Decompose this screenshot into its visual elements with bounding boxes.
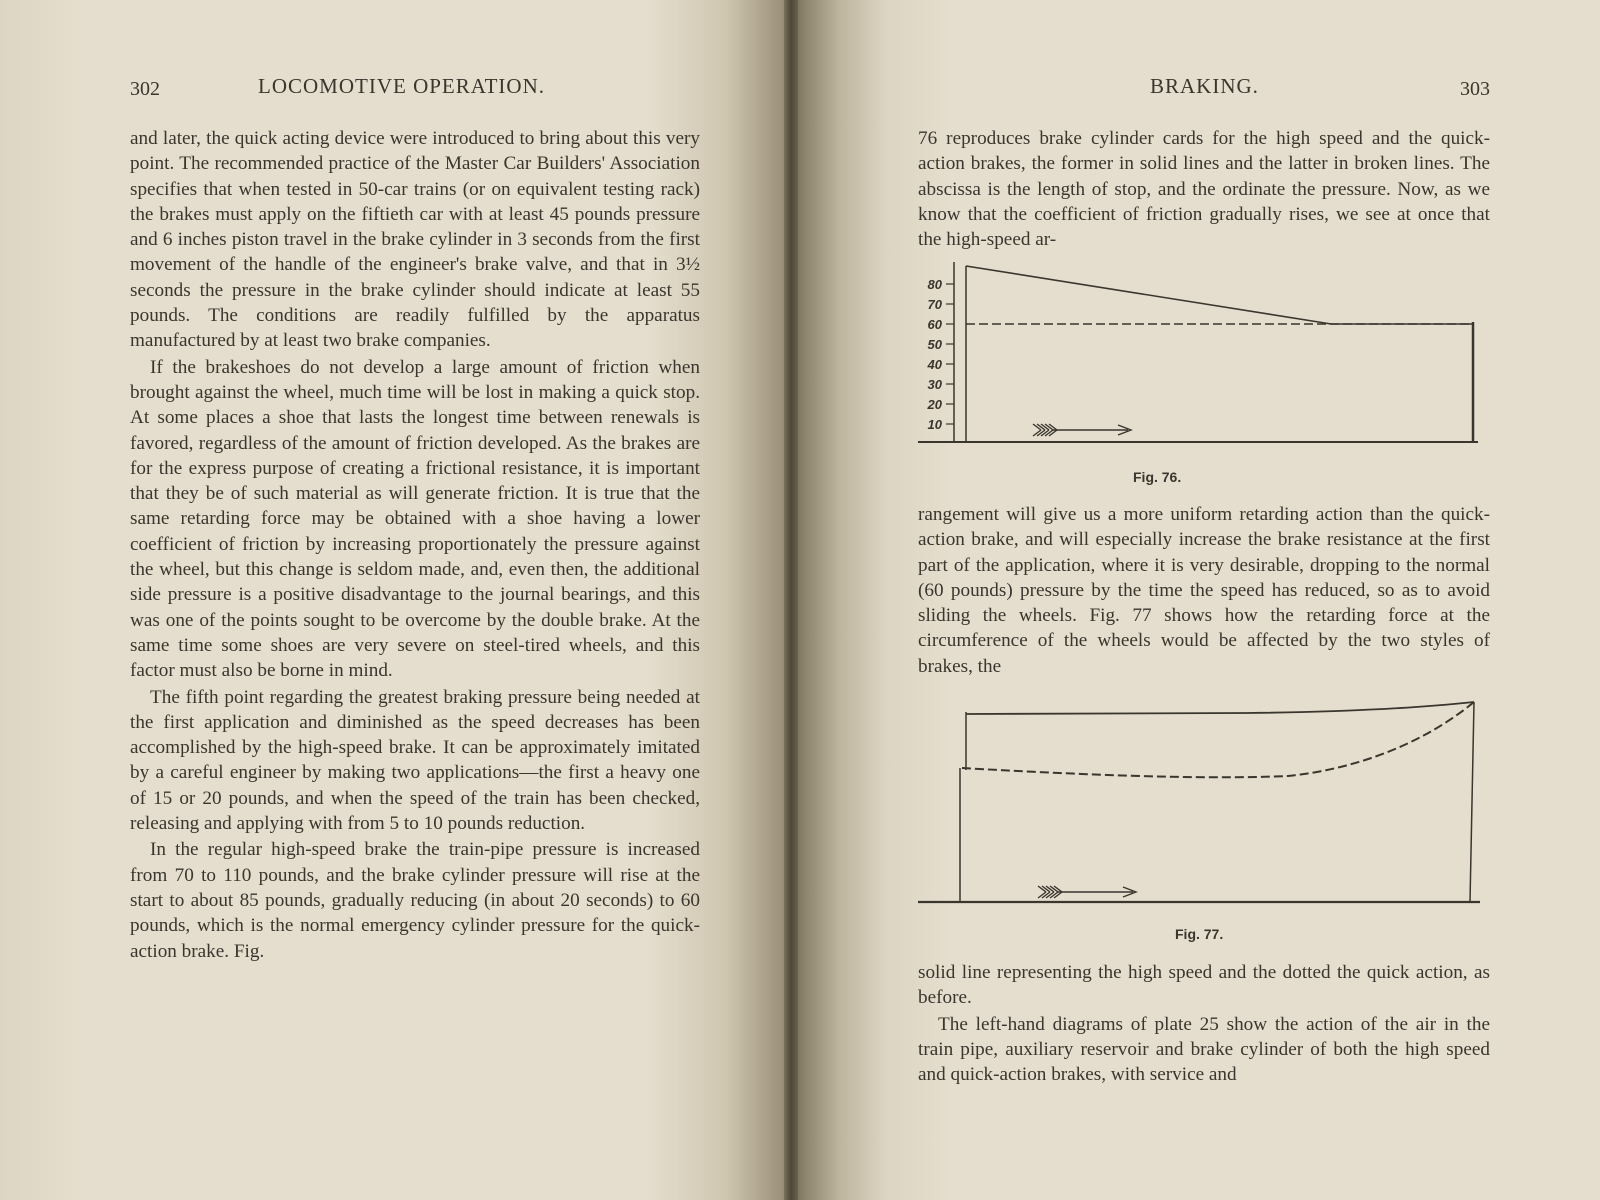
right-text-bottom	[918, 960, 1490, 1087]
fig-77-direction-arrow	[1038, 886, 1136, 898]
right-paragraph-middle: rangement will give us a more uniform retarding action than the quick-action brake, and will especially increase the brake resistance at the first part of the application, where it is very desirable, dropping to the normal (60 pounds) pressure by the time the speed has reduced, so as to avoid sliding the wheels. Fig. 77 shows how the retarding force at the circumference of the wheels would be affected by the two styles of brakes, the	[918, 504, 1490, 677]
left-paragraph-1: and later, the quick acting device were introduced to bring about this very point. The recommended practice of the Master Car Builders' Association specifies that when tested in 50-car trains (or on equivalent testing rack) the brakes must apply on the fiftieth car with at least 45 pounds pressure and 6 inches piston travel in the brake cylinder in 3 seconds from the first movement of the handle of the engineer's brake valve, and that in 3½ seconds the pressure in the brake cylinder should indicate at least 55 pounds. The conditions are readily fulfilled by the apparatus manufactured by at least two brake companies.	[130, 128, 700, 352]
fig-76-tick-label: 50	[927, 337, 942, 352]
fig-77-caption: Fig. 77.	[1175, 926, 1224, 942]
fig-76-tick-label: 60	[927, 317, 942, 332]
fig-76-tick-label: 30	[927, 377, 942, 392]
left-paragraph-4: In the regular high-speed brake the train-pipe pressure is increased from 70 to 110 pounds, and the brake cylinder pressure will rise at the start to about 85 pounds, gradually reducing (in about 20 seconds) to 60 pounds, which is the normal emergency cylinder pressure for the quick-action brake. Fig.	[130, 839, 700, 962]
fig-76-direction-arrow	[1033, 424, 1131, 436]
fig-77-series-high-speed	[966, 702, 1474, 714]
right-page	[790, 0, 1600, 1200]
left-running-head: LOCOMOTIVE OPERATION.	[258, 74, 545, 98]
right-running-head: BRAKING.	[1150, 74, 1259, 98]
right-page-number: 303	[1460, 78, 1490, 100]
fig-76-tick-label: 80	[927, 277, 942, 292]
fig-77-chart	[918, 698, 1490, 918]
book-gutter	[784, 0, 798, 1200]
right-paragraph-bottom-2: The left-hand diagrams of plate 25 show the action of the air in the train pipe, auxiliary reservoir and brake cylinder of both the high speed and quick-action brakes, with service and	[918, 1013, 1490, 1086]
left-paragraph-3: The fifth point regarding the greatest braking pressure being needed at the first application and diminished as the speed decreases has been accomplished by the high-speed brake. It can be approximately imitated by a careful engineer by making two applications—the first a heavy one of 15 or 20 pounds, and when the speed of the train has been checked, releasing and applying with from 5 to 10 pounds reduction.	[130, 686, 700, 835]
right-text-top	[918, 126, 1490, 252]
fig-76-chart	[918, 262, 1490, 462]
fig-76-series-high-speed	[966, 266, 1473, 324]
right-paragraph-top: 76 reproduces brake cylinder cards for the high speed and the quick-action brakes, the former in solid lines and the latter in broken lines. The abscissa is the length of stop, and the ordinate the pressure. Now, as we know that the coefficient of friction gradually rises, we see at once that the high-speed ar-	[918, 128, 1490, 251]
fig-76-caption: Fig. 76.	[1133, 469, 1182, 485]
left-page	[0, 0, 790, 1200]
fig-76-tick-label: 20	[927, 397, 942, 412]
left-paragraph-2: If the brakeshoes do not develop a large amount of friction when brought against the wheel, much time will be lost in making a quick stop. At some places a shoe that lasts the longest time between renewals is favored, regardless of the amount of friction developed. As the brakes are for the express purpose of creating a frictional resistance, it is important that they be of such material as will generate friction. It is true that the same retarding force may be obtained with a shoe having a lower coefficient of friction by increasing proportionately the pressure against the wheel, but this change is seldom made, and, even then, the additional side pressure is a positive disadvantage to the journal bearings, and this was one of the points sought to be overcome by the double brake. At the same time some shoes are very severe on steel-tired wheels, and this factor must also be borne in mind.	[130, 356, 700, 682]
fig-76-tick-label: 70	[927, 297, 942, 312]
right-text-middle	[918, 502, 1490, 679]
fig-77-right-edge	[1470, 702, 1474, 902]
fig-76-tick-label: 40	[927, 357, 942, 372]
right-paragraph-bottom-1: solid line representing the high speed and the dotted the quick action, as before.	[918, 962, 1490, 1009]
fig-76-tick-label: 10	[927, 417, 942, 432]
left-page-number: 302	[130, 78, 160, 100]
left-page-text	[130, 126, 700, 964]
